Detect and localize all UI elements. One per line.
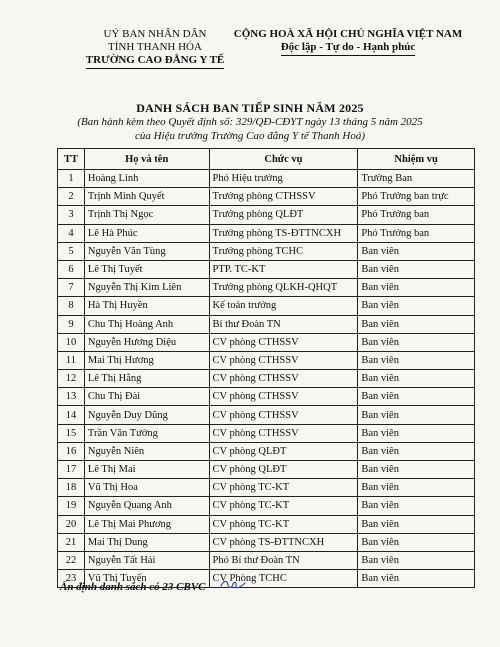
cell-name: Nguyễn Duy Dũng — [84, 406, 209, 424]
cell-duty: Ban viên — [358, 333, 475, 351]
table-row — [58, 461, 475, 479]
cell-tt: 13 — [58, 388, 85, 406]
table-row — [58, 333, 475, 351]
table-row — [58, 479, 475, 497]
col-header-name: Họ và tên — [84, 149, 209, 170]
cell-name: Nguyễn Niên — [84, 442, 209, 460]
cell-position: CV phòng TC-KT — [209, 497, 358, 515]
cell-name: Nguyễn Hương Diệu — [84, 333, 209, 351]
cell-name: Trần Văn Tường — [84, 424, 209, 442]
cell-duty: Ban viên — [358, 442, 475, 460]
cell-position: Trưởng phòng TS-ĐTTNCXH — [209, 224, 358, 242]
cell-name: Nguyễn Tất Hải — [84, 551, 209, 569]
cell-name: Nguyễn Thị Kim Liên — [84, 279, 209, 297]
cell-tt: 20 — [58, 515, 85, 533]
cell-tt: 16 — [58, 442, 85, 460]
table-row — [58, 188, 475, 206]
cell-name: Nguyễn Văn Tùng — [84, 242, 209, 260]
national-name: CỘNG HOÀ XÃ HỘI CHỦ NGHĨA VIỆT NAM — [233, 28, 463, 40]
cell-name: Vũ Thị Tuyến — [84, 570, 209, 588]
table-row — [58, 424, 475, 442]
cell-position: Phó Bí thư Đoàn TN — [209, 551, 358, 569]
cell-duty: Ban viên — [358, 315, 475, 333]
signature-scribble — [219, 577, 247, 591]
cell-duty: Ban viên — [358, 406, 475, 424]
table-row — [58, 297, 475, 315]
col-header-tt: TT — [58, 149, 85, 170]
table-row — [58, 388, 475, 406]
cell-position: PTP. TC-KT — [209, 260, 358, 278]
cell-position: CV phòng TS-ĐTTNCXH — [209, 533, 358, 551]
cell-name: Vũ Thị Hoa — [84, 479, 209, 497]
cell-position: Kế toán trưởng — [209, 297, 358, 315]
table-row — [58, 551, 475, 569]
cell-position: Phó Hiệu trưởng — [209, 170, 358, 188]
cell-name: Lê Thị Hằng — [84, 370, 209, 388]
table-row — [58, 515, 475, 533]
document-subtitle-1: (Ban hành kèm theo Quyết định số: 329/QĐ-CĐYT ngày 13 tháng 5 năm 2025 — [77, 116, 423, 128]
cell-tt: 8 — [58, 297, 85, 315]
cell-tt: 5 — [58, 242, 85, 260]
cell-position: Bí thư Đoàn TN — [209, 315, 358, 333]
cell-duty: Ban viên — [358, 388, 475, 406]
cell-tt: 2 — [58, 188, 85, 206]
table-row — [58, 206, 475, 224]
cell-name: Trịnh Thị Ngọc — [84, 206, 209, 224]
cell-position: CV phòng CTHSSV — [209, 406, 358, 424]
table-row — [58, 442, 475, 460]
cell-duty: Ban viên — [358, 461, 475, 479]
cell-duty: Ban viên — [358, 297, 475, 315]
table-body — [58, 170, 475, 588]
cell-duty: Ban viên — [358, 351, 475, 369]
cell-position: CV phòng CTHSSV — [209, 333, 358, 351]
agency-line-3: TRƯỜNG CAO ĐẲNG Y TẾ — [86, 54, 225, 69]
cell-duty: Ban viên — [358, 370, 475, 388]
document-subtitle-2: của Hiệu trưởng Trường Cao đẳng Y tế Thanh Hoá) — [134, 130, 365, 142]
cell-position: CV phòng QLĐT — [209, 461, 358, 479]
cell-name: Trịnh Minh Quyết — [84, 188, 209, 206]
cell-name: Lê Thị Mai Phương — [84, 515, 209, 533]
cell-tt: 17 — [58, 461, 85, 479]
cell-position: CV phòng TC-KT — [209, 479, 358, 497]
cell-position: CV Phòng TCHC — [209, 570, 358, 588]
table-row — [58, 533, 475, 551]
cell-tt: 4 — [58, 224, 85, 242]
staff-table — [57, 148, 475, 588]
cell-position: Trưởng phòng QLĐT — [209, 206, 358, 224]
cell-duty: Ban viên — [358, 279, 475, 297]
agency-line-2: TỈNH THANH HÓA — [108, 41, 202, 53]
col-header-duty: Nhiệm vụ — [358, 149, 475, 170]
cell-name: Mai Thị Dung — [84, 533, 209, 551]
table-row — [58, 279, 475, 297]
cell-duty: Phó Trưởng ban trực — [358, 188, 475, 206]
cell-position: Trưởng phòng TCHC — [209, 242, 358, 260]
cell-position: CV phòng CTHSSV — [209, 351, 358, 369]
table-row — [58, 170, 475, 188]
cell-duty: Ban viên — [358, 515, 475, 533]
cell-name: Hoàng Linh — [84, 170, 209, 188]
table-row — [58, 406, 475, 424]
cell-name: Lê Hà Phúc — [84, 224, 209, 242]
table-header-row — [58, 149, 475, 170]
cell-position: CV phòng CTHSSV — [209, 388, 358, 406]
cell-duty: Ban viên — [358, 242, 475, 260]
agency-header — [70, 28, 240, 69]
table-row — [58, 370, 475, 388]
cell-tt: 10 — [58, 333, 85, 351]
cell-duty: Ban viên — [358, 497, 475, 515]
national-header — [228, 28, 468, 56]
cell-tt: 3 — [58, 206, 85, 224]
cell-name: Nguyễn Quang Anh — [84, 497, 209, 515]
cell-name: Chu Thị Hoàng Anh — [84, 315, 209, 333]
document-title: DANH SÁCH BAN TIẾP SINH NĂM 2025 — [136, 101, 364, 115]
cell-duty: Phó Trưởng ban — [358, 206, 475, 224]
cell-duty: Phó Trưởng ban — [358, 224, 475, 242]
cell-position: CV phòng QLĐT — [209, 442, 358, 460]
cell-tt: 7 — [58, 279, 85, 297]
table-row — [58, 224, 475, 242]
cell-duty: Ban viên — [358, 570, 475, 588]
cell-tt: 1 — [58, 170, 85, 188]
cell-name: Hà Thị Huyền — [84, 297, 209, 315]
cell-position: CV phòng TC-KT — [209, 515, 358, 533]
col-header-position: Chức vụ — [209, 149, 358, 170]
cell-position: Trưởng phòng CTHSSV — [209, 188, 358, 206]
table-row — [58, 315, 475, 333]
cell-tt: 22 — [58, 551, 85, 569]
cell-name: Chu Thị Đài — [84, 388, 209, 406]
cell-duty: Ban viên — [358, 260, 475, 278]
table-row — [58, 351, 475, 369]
cell-tt: 6 — [58, 260, 85, 278]
table-row — [58, 242, 475, 260]
cell-name: Mai Thị Hương — [84, 351, 209, 369]
cell-duty: Ban viên — [358, 551, 475, 569]
cell-duty: Ban viên — [358, 424, 475, 442]
cell-position: CV phòng CTHSSV — [209, 370, 358, 388]
footer-note: Ấn định danh sách có 23 CBVC — [60, 581, 206, 593]
table-row — [58, 497, 475, 515]
cell-position: Trưởng phòng QLKH-QHQT — [209, 279, 358, 297]
cell-duty: Ban viên — [358, 479, 475, 497]
cell-tt: 14 — [58, 406, 85, 424]
cell-tt: 12 — [58, 370, 85, 388]
cell-tt: 21 — [58, 533, 85, 551]
table-row — [58, 260, 475, 278]
cell-tt: 9 — [58, 315, 85, 333]
cell-name: Lê Thị Tuyết — [84, 260, 209, 278]
cell-position: CV phòng CTHSSV — [209, 424, 358, 442]
cell-tt: 15 — [58, 424, 85, 442]
cell-duty: Ban viên — [358, 533, 475, 551]
cell-tt: 18 — [58, 479, 85, 497]
cell-tt: 23 — [58, 570, 85, 588]
cell-duty: Trưởng Ban — [358, 170, 475, 188]
cell-tt: 11 — [58, 351, 85, 369]
national-motto: Độc lập - Tự do - Hạnh phúc — [281, 41, 415, 56]
cell-tt: 19 — [58, 497, 85, 515]
agency-line-1: UỶ BAN NHÂN DÂN — [103, 28, 207, 40]
cell-name: Lê Thị Mai — [84, 461, 209, 479]
